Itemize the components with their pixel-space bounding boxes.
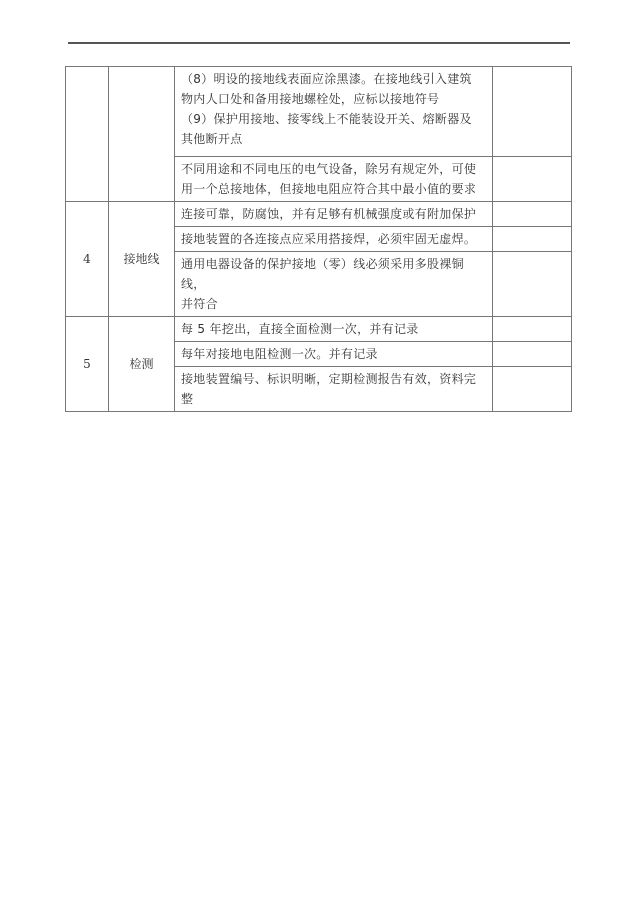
- result-cell: [493, 202, 572, 227]
- requirement-line: 其他断开点: [181, 132, 243, 146]
- result-cell: [493, 317, 572, 342]
- requirement-cell: [175, 67, 493, 157]
- requirement-line: （8）明设的接地线表面应涂黑漆。在接地线引入建筑: [181, 72, 472, 86]
- requirement-line: 通用电器设备的保护接地（零）线必须采用多股裸铜线，: [181, 257, 464, 291]
- requirement-line: 并符合: [181, 297, 218, 311]
- row-number-cell: 4: [66, 202, 109, 317]
- requirement-cell: [175, 202, 493, 227]
- requirement-line: 物内人口处和备用接地螺栓处，应标以接地符号: [181, 92, 440, 106]
- requirement-line: 用一个总接地体，但接地电阻应符合其中最小值的要求: [181, 182, 477, 196]
- requirement-line: 连接可靠，防腐蚀，并有足够有机械强度或有附加保护: [181, 207, 477, 221]
- requirement-cell: [175, 157, 493, 202]
- item-name-cell: 接地线: [109, 202, 175, 317]
- item-name-cell: [109, 67, 175, 202]
- header-rule: [68, 42, 570, 44]
- table-row: [66, 67, 572, 157]
- requirement-cell: [175, 252, 493, 317]
- row-number-cell: [66, 67, 109, 202]
- requirement-line: 整: [181, 392, 194, 406]
- table-row: [66, 202, 572, 227]
- row-number-cell: 5: [66, 317, 109, 412]
- requirement-cell: [175, 317, 493, 342]
- result-cell: [493, 157, 572, 202]
- requirement-cell: [175, 227, 493, 252]
- result-cell: [493, 367, 572, 412]
- result-cell: [493, 342, 572, 367]
- requirement-line: 接地装置编号、标识明晰，定期检测报告有效，资料完: [181, 372, 477, 386]
- result-cell: [493, 67, 572, 157]
- result-cell: [493, 252, 572, 317]
- requirement-line: 不同用途和不同电压的电气设备，除另有规定外，可使: [181, 162, 477, 176]
- requirement-line: 每 5 年挖出，直接全面检测一次，并有记录: [181, 322, 419, 336]
- inspection-table: [65, 66, 572, 412]
- requirement-cell: [175, 367, 493, 412]
- requirement-line: 每年对接地电阻检测一次。并有记录: [181, 347, 378, 361]
- table-row: [66, 317, 572, 342]
- item-name-cell: 检测: [109, 317, 175, 412]
- requirement-cell: [175, 342, 493, 367]
- result-cell: [493, 227, 572, 252]
- requirement-line: （9）保护用接地、接零线上不能装设开关、熔断器及: [181, 112, 472, 126]
- requirement-line: 接地装置的各连接点应采用搭接焊，必须牢固无虚焊。: [181, 232, 477, 246]
